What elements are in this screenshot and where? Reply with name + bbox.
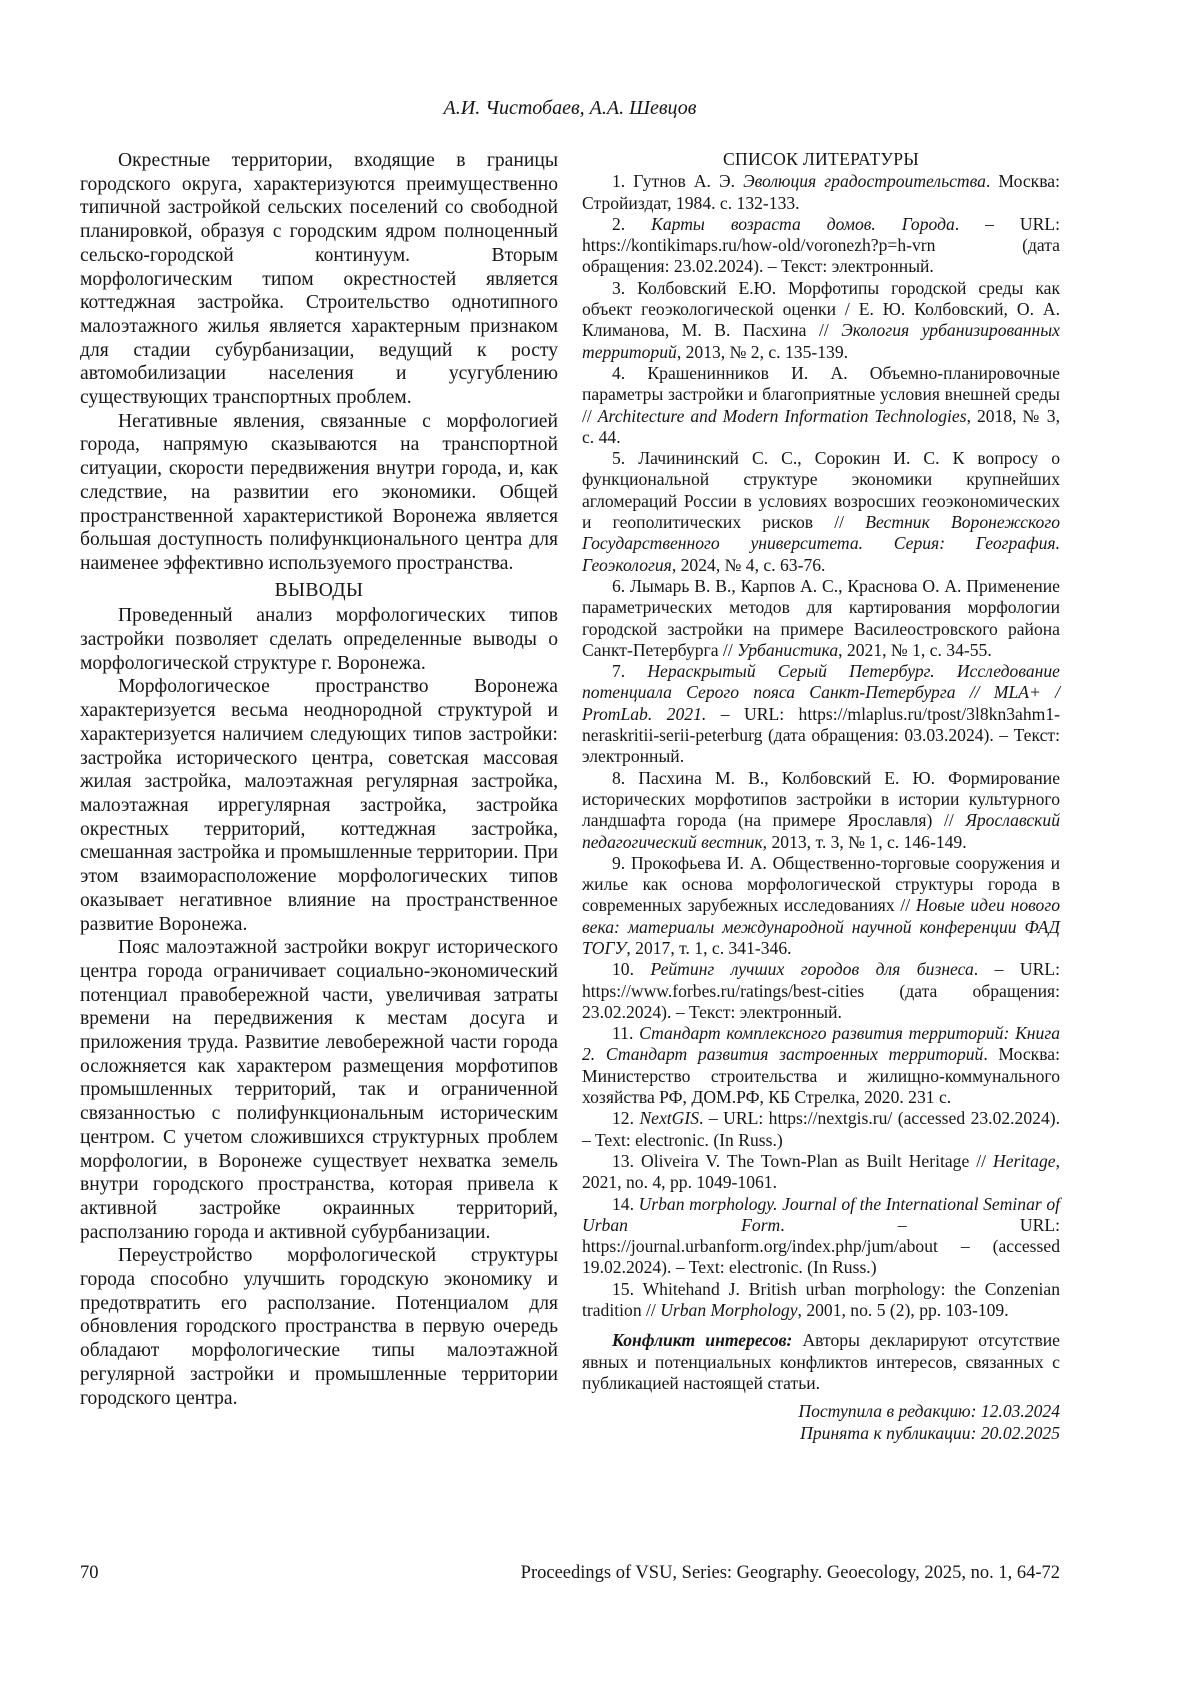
reference-item [582, 1023, 1060, 1108]
reference-item [582, 1194, 1060, 1279]
reference-text: , 2021, № 1, с. 34-55. [838, 639, 992, 660]
paragraph: Проведенный анализ морфологических типов застройки позволяет сделать определенные выводы о морфологической структуре г. Воронежа. [80, 605, 558, 674]
reference-item [582, 661, 1060, 767]
conflict-of-interest [582, 1330, 1060, 1394]
body-paragraphs [80, 149, 558, 576]
reference-item [582, 1279, 1060, 1322]
reference-text: , 2001, no. 5 (2), pp. 103-109. [797, 1300, 1009, 1321]
reference-text: 9. Прокофьева И. А. Общественно-торговые сооружения и жилье как основа морфологической структуры города в современных зарубежных исследованиях // [582, 852, 1060, 916]
reference-text: , 2017, т. 1, с. 341-346. [626, 937, 792, 958]
page-footer [80, 1562, 1060, 1584]
reference-title-italic: Heritage [993, 1150, 1056, 1171]
reference-text: 10. [612, 959, 651, 980]
reference-item [582, 214, 1060, 278]
reference-title-italic: Нераскрытый Серый Петербург. Исследование потенциала Серого пояса Санкт-Петербурга // MLA+ / PromLab. 2021. [582, 661, 1060, 724]
reference-text: 15. Whitehand J. British urban morphology: the Conzenian tradition // [582, 1278, 1060, 1321]
reference-text: 7. [612, 661, 648, 682]
reference-item [582, 853, 1060, 959]
accepted-date: Принята к публикации: 20.02.2025 [800, 1422, 1060, 1443]
reference-title-italic: Urban Morphology [660, 1300, 798, 1321]
paragraph: Негативные явления, связанные с морфологией города, напрямую сказываются на транспортной ситуации, скорости передвижения внутри города, и, как следствие, на развитии его экономики. Общей пространственной характеристикой Воронежа является большая доступность полифункционального центра для наименее эффективно используемого пространства. [80, 410, 558, 574]
reference-text: , 2024, № 4, с. 63-76. [671, 554, 826, 575]
footer-journal-citation: Proceedings of VSU, Series: Geography. Geoecology, 2025, no. 1, 64-72 [520, 1563, 1060, 1583]
reference-title-italic: Стандарт комплексного развития территорий: Книга 2. Стандарт развития застроенных территорий [582, 1023, 1060, 1065]
reference-title-italic: NextGIS [639, 1108, 700, 1129]
reference-item [582, 448, 1060, 576]
reference-text: 5. Лачининский С. С., Сорокин И. С. К вопросу о функциональной структуре экономики крупнейших агломераций России в условиях возросших геоэкономических и геополитических рисков // [582, 448, 1060, 533]
reference-title-italic: Урбанистика [737, 639, 839, 660]
paragraph: Переустройство морфологической структуры города способно улучшить городскую экономику и предотвратить его расползание. Потенциалом для обновления городского пространства в первую очередь обладают морфологические типы малоэтажной регулярной застройки и промышленные территории городского центра. [80, 1245, 558, 1409]
reference-title-italic: Карты возраста домов. Города [651, 213, 955, 234]
reference-text: . – URL: https://nextgis.ru/ (accessed 23.02.2024). – Text: electronic. (In Russ.) [582, 1108, 1061, 1150]
reference-text: 6. Лымарь В. В., Карпов А. С., Краснова О. А. Применение параметрических методов для картирования морфологии городской застройки на примере Василеостровского района Санкт-Петербурга // [582, 575, 1060, 660]
reference-item [582, 959, 1060, 1023]
footer-page-number: 70 [80, 1563, 99, 1583]
conflict-of-interest-lead: Конфликт интересов: [612, 1330, 793, 1351]
paragraph: Пояс малоэтажной застройки вокруг исторического центра города ограничивает социально-экономический потенциал правобережной части, увеличивая затраты времени на передвижения к местам досуга и приложения труда. Развитие левобережной части города осложняется как характером размещения морфотипов промышленных территорий, так и ограниченной связанностью с полифункциональным историческим центром. С учетом сложившихся структурных проблем морфологии, в Воронеже существует нехватка земель внутри городского пространства, которая привела к активной застройке окраинных территорий, расползанию города и активной субурбанизации. [80, 937, 558, 1243]
reference-title-italic: Ярославский педагогический вестник [582, 810, 1060, 852]
reference-item [582, 171, 1060, 214]
reference-text: 13. Oliveira V. The Town-Plan as Built Heritage // [612, 1150, 994, 1171]
left-column [80, 149, 558, 1410]
reference-text: , 2018, № 3, с. 44. [582, 405, 1060, 447]
reference-text: 1. Гутнов А. Э. [612, 171, 744, 192]
reference-text: 2. [612, 213, 652, 234]
reference-text: . Москва: Министерство строительства и жилищно-коммунального хозяйства РФ, ДОМ.РФ, КБ Стрелка, 2020. 231 с. [582, 1044, 1060, 1108]
reference-text: , 2013, т. 3, № 1, с. 146-149. [762, 831, 967, 852]
reference-text: 4. Крашенинников И. А. Объемно-планировочные параметры застройки и благоприятные условия внешней среды // [582, 362, 1060, 426]
reference-title-italic: Экология урбанизированных территорий [582, 320, 1060, 362]
reference-text: . Москва: Стройиздат, 1984. с. 132-133. [582, 171, 1060, 213]
reference-text: 8. Пасхина М. В., Колбовский Е. Ю. Формирование исторических морфотипов застройки в истории культурного ландшафта города (на примере Ярославля) // [582, 767, 1060, 831]
reference-text: – URL: https://mlaplus.ru/tpost/3l8kn3ahm1-neraskritii-serii-peterburg (дата обращения: 03.03.2024). – Текст: электронный. [582, 703, 1060, 767]
reference-text: 12. [612, 1108, 640, 1129]
reference-item [582, 576, 1060, 661]
reference-item [582, 363, 1060, 448]
reference-text: 3. Колбовский Е.Ю. Морфотипы городской среды как объект геоэкологической оценки / Е. Ю. Колбовский, О. А. Климанова, М. В. Пасхина // [582, 277, 1060, 341]
reference-text: . – URL: https://journal.urbanform.org/index.php/jum/about – (accessed 19.02.2024). – Text: electronic. (In Russ.) [582, 1214, 1060, 1278]
conclusions-heading: ВЫВОДЫ [274, 579, 364, 601]
reference-item [582, 1151, 1060, 1194]
reference-title-italic: Рейтинг лучших городов для бизнеса [650, 959, 974, 980]
reference-title-italic: Эволюция градостроительства [743, 171, 986, 192]
references-list [582, 171, 1060, 1321]
reference-text: 14. [612, 1193, 639, 1214]
paragraph: Морфологическое пространство Воронежа характеризуется весьма неоднородной структурой и характеризуется наличием следующих типов застройки: застройка исторического центра, советская массовая жилая застройка, малоэтажная регулярная застройка, малоэтажная иррегулярная застройка, застройка окрестных территорий, коттеджная застройка, смешанная застройка и промышленные территории. При этом взаиморасположение морфологических типов оказывает негативное влияние на пространственное развитие Воронежа. [80, 676, 558, 935]
reference-title-italic: Architecture and Modern Information Technologies [597, 405, 967, 426]
two-column-body [80, 149, 1060, 1444]
reference-item [582, 1108, 1060, 1151]
reference-text: 11. [612, 1023, 640, 1044]
received-date: Поступила в редакцию: 12.03.2024 [798, 1401, 1060, 1422]
reference-title-italic: Urban morphology. Journal of the International Seminar of Urban Form [582, 1193, 1060, 1235]
references-heading: СПИСОК ЛИТЕРАТУРЫ [723, 149, 919, 169]
page-header-authors: А.И. Чистобаев, А.А. Шевцов [443, 97, 697, 119]
reference-text: , 2013, № 2, с. 135-139. [676, 341, 849, 362]
paragraph: Окрестные территории, входящие в границы городского округа, характеризуются преимущественно типичной застройкой сельских поселений со свободной планировкой, образуя с городским ядром полноценный сельско-городской континуум. Вторым морфологическим типом окрестностей является коттеджная застройка. Строительство однотипного малоэтажного жилья является характерным признаком для стадии субурбанизации, ведущий к росту автомобилизации населения и усугублению существующих транспортных проблем. [80, 150, 558, 409]
conflict-of-interest-text: Авторы декларируют отсутствие явных и потенциальных конфликтов интересов, связанных с публикацией настоящей статьи. [582, 1330, 1060, 1393]
reference-text: . – URL: https://kontikimaps.ru/how-old/voronezh?p=h-vrn (дата обращения: 23.02.2024). – Текст: электронный. [582, 213, 1060, 277]
reference-text: . – URL: https://www.forbes.ru/ratings/best-cities (дата обращения: 23.02.2024). – Текст: электронный. [582, 959, 1060, 1022]
reference-item [582, 278, 1060, 363]
reference-text: , 2021, no. 4, pp. 1049-1061. [582, 1150, 1060, 1193]
reference-title-italic: Вестник Воронежского Государственного университета. Серия: География. Геоэкология [582, 512, 1060, 575]
conclusions-paragraphs [80, 604, 558, 1410]
right-column [582, 149, 1060, 1444]
reference-item [582, 768, 1060, 853]
reference-title-italic: Новые идеи нового века: материалы международной научной конференции ФАД ТОГУ [582, 895, 1060, 958]
dates-block [582, 1401, 1060, 1444]
